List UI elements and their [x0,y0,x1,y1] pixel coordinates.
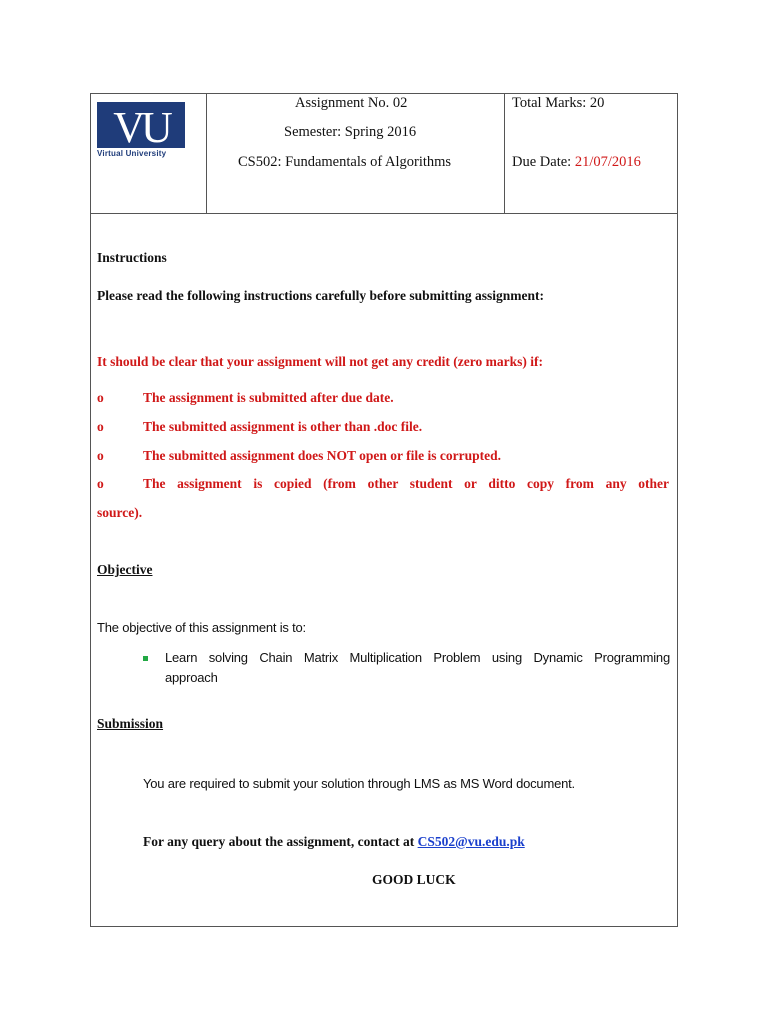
instructions-warning: It should be clear that your assignment will not get any credit (zero marks) if: [97,354,543,369]
logo-cell [91,94,207,213]
instructions-heading: Instructions [97,250,167,265]
semester: Semester: Spring 2016 [284,124,417,140]
closing-text: GOOD LUCK [372,872,456,887]
instruction-item: The submitted assignment is other than .doc file. [143,419,423,434]
instruction-item: The submitted assignment does NOT open or file is corrupted. [143,448,502,463]
assignment-page [90,93,678,927]
logo-text: VU [113,103,169,152]
instruction-item: The assignment is submitted after due date. [143,390,394,405]
header-right-cell [505,94,677,213]
objective-bullet-line1: Learn solving Chain Matrix Multiplication Problem using Dynamic Programming [165,650,670,665]
total-marks: Total Marks: 20 [512,95,605,111]
logo-subtext: Virtual University [97,149,167,158]
instruction-item: The assignment is copied (from other student or ditto copy from any other [143,476,669,491]
instruction-item-continued: source). [97,505,143,520]
objective-bullet-line2: approach [165,670,218,685]
assignment-number: Assignment No. 02 [295,95,408,111]
instructions-intro: Please read the following instructions carefully before submitting assignment: [97,288,544,303]
course-title: CS502: Fundamentals of Algorithms [238,154,452,170]
query-text: For any query about the assignment, contact at [143,834,415,849]
bullet-marker: o [97,476,104,491]
bullet-marker: o [97,448,104,463]
email-link[interactable]: CS502@vu.edu.pk [417,834,525,849]
objective-intro: The objective of this assignment is to: [97,620,306,635]
header-center-cell [206,94,505,213]
bullet-marker: o [97,390,104,405]
query-line [143,834,525,850]
due-date-label: Due Date: [512,154,572,170]
header-table [91,94,677,214]
submission-heading: Submission [97,716,164,731]
bullet-marker: o [97,419,104,434]
due-date [512,154,641,171]
due-date-value: 21/07/2016 [574,154,641,170]
submission-body: You are required to submit your solution through LMS as MS Word document. [143,776,575,791]
square-bullet-icon [143,656,148,661]
objective-heading: Objective [97,562,153,577]
